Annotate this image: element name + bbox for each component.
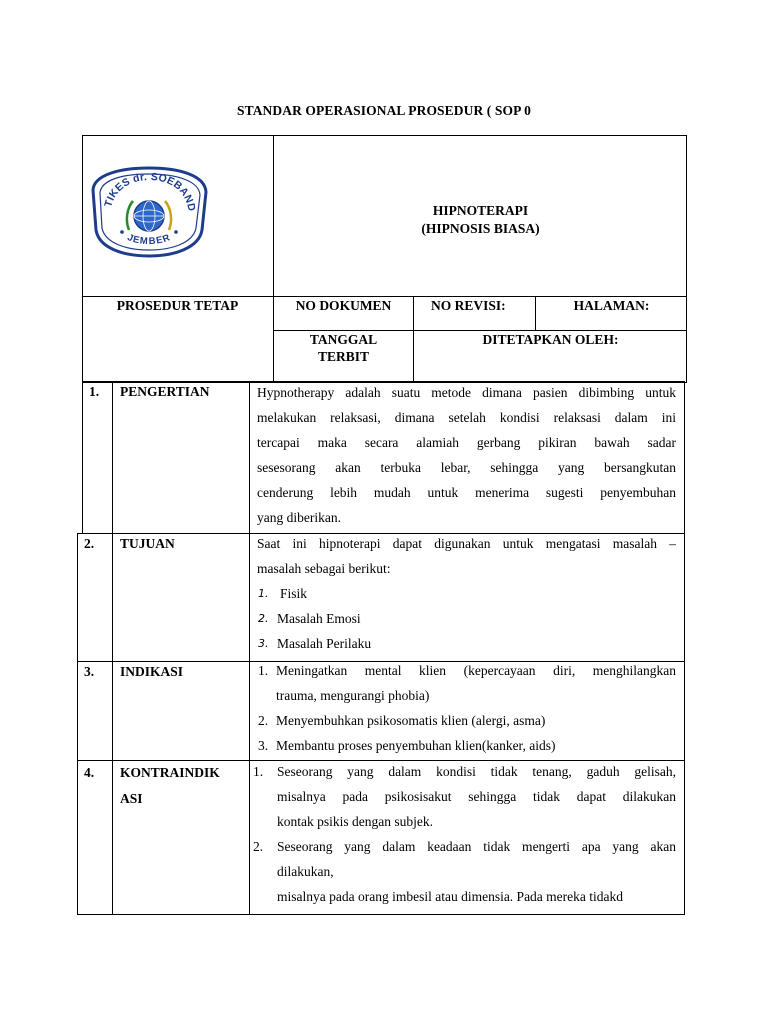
pengertian-line: cenderung lebih mudah untuk menerima sugesti penyembuhan	[257, 485, 676, 500]
tujuan-number: 2.	[84, 536, 95, 551]
kontraindikasi-col-divider-1	[112, 760, 113, 915]
tujuan-item-marker: 1.	[258, 587, 269, 600]
header-divider-h1	[82, 296, 687, 297]
procedure-heading-line1: HIPNOTERAPI	[432, 203, 529, 218]
halaman-label: HALAMAN:	[573, 298, 650, 313]
kontraindikasi-label-1: KONTRAINDIK	[120, 765, 220, 780]
tujuan-item-marker: 3.	[258, 637, 269, 650]
kontraindikasi-item-line: misalnya pada psikosisakut sehingga tidak dapat dilakukan	[277, 789, 676, 804]
kontraindikasi-number: 4.	[84, 765, 95, 780]
tujuan-item-text: Masalah Perilaku	[277, 636, 372, 651]
pengertian-label: PENGERTIAN	[120, 384, 210, 399]
indikasi-item-text: Membantu proses penyembuhan klien(kanker, aids)	[276, 738, 556, 753]
tujuan-label: TUJUAN	[120, 536, 175, 551]
tujuan-intro-line: Saat ini hipnoterapi dapat digunakan untuk mengatasi masalah –	[257, 536, 676, 551]
indikasi-item-text-cont: trauma, mengurangi phobia)	[276, 688, 430, 703]
no-revisi-label: NO REVISI:	[431, 298, 506, 313]
kontraindikasi-item-line: Seseorang yang dalam kondisi tidak tenang, gaduh gelisah,	[277, 764, 676, 779]
kontraindikasi-col-divider-2	[249, 760, 250, 915]
kontraindikasi-item-marker: 1.	[253, 764, 264, 779]
pengertian-col-divider-1	[112, 381, 113, 534]
indikasi-item-marker: 3.	[258, 738, 269, 753]
kontraindikasi-label-2: ASI	[120, 791, 143, 806]
kontraindikasi-item-line: misalnya pada orang imbesil atau dimensia. Pada mereka tidakd	[277, 889, 624, 904]
procedure-heading-line2: (HIPNOSIS BIASA)	[421, 221, 540, 236]
header-divider-h2	[273, 330, 687, 331]
tanggal-terbit-label-2: TERBIT	[317, 349, 370, 364]
pengertian-line: melakukan relaksasi, dimana setelah kondisi relaksasi dalam ini	[257, 410, 676, 425]
indikasi-label: INDIKASI	[120, 664, 184, 679]
ditetapkan-oleh-label: DITETAPKAN OLEH:	[482, 332, 619, 347]
tujuan-item-text: Masalah Emosi	[277, 611, 361, 626]
tujuan-item-marker: 2.	[258, 612, 269, 625]
pengertian-line: sesesorang akan terbuka lebar, sehingga yang bersangkutan	[257, 460, 676, 475]
tanggal-terbit-label-1: TANGGAL	[309, 332, 378, 347]
tujuan-col-divider-1	[112, 533, 113, 662]
tujuan-col-divider-2	[249, 533, 250, 662]
institution-logo	[89, 160, 209, 260]
pengertian-line: yang diberikan.	[257, 510, 341, 525]
pengertian-number: 1.	[89, 384, 100, 399]
pengertian-line: Hypnotherapy adalah suatu metode dimana pasien dibimbing untuk	[257, 385, 676, 400]
kontraindikasi-item-marker: 2.	[253, 839, 264, 854]
kontraindikasi-item-line: kontak psikis dengan subjek.	[277, 814, 433, 829]
prosedur-tetap-label: PROSEDUR TETAP	[116, 298, 239, 313]
kontraindikasi-item-line: dilakukan,	[277, 864, 334, 879]
kontraindikasi-item-line: Seseorang yang dalam keadaan tidak mengerti apa yang akan	[277, 839, 676, 854]
document-title: STANDAR OPERASIONAL PROSEDUR ( SOP 0	[236, 103, 531, 118]
indikasi-number: 3.	[84, 664, 95, 679]
logo-text-bottom: JEMBER	[125, 232, 173, 248]
tujuan-intro-line: masalah sebagai berikut:	[257, 561, 391, 576]
indikasi-item-marker: 2.	[258, 713, 269, 728]
indikasi-item-marker: 1.	[258, 663, 269, 678]
pengertian-col-divider-2	[249, 381, 250, 534]
indikasi-col-divider-1	[112, 661, 113, 761]
pengertian-line: tercapai maka secara alamiah gerbang pikiran bawah sadar	[257, 435, 676, 450]
logo-text-top: TIKES dr. SOEBAND	[102, 170, 198, 213]
indikasi-col-divider-2	[249, 661, 250, 761]
indikasi-item-text: Meningatkan mental klien (kepercayaan diri, menghilangkan	[276, 663, 676, 678]
tujuan-item-text: Fisik	[280, 586, 308, 601]
no-dokumen-label: NO DOKUMEN	[295, 298, 392, 313]
indikasi-item-text: Menyembuhkan psikosomatis klien (alergi, asma)	[276, 713, 546, 728]
